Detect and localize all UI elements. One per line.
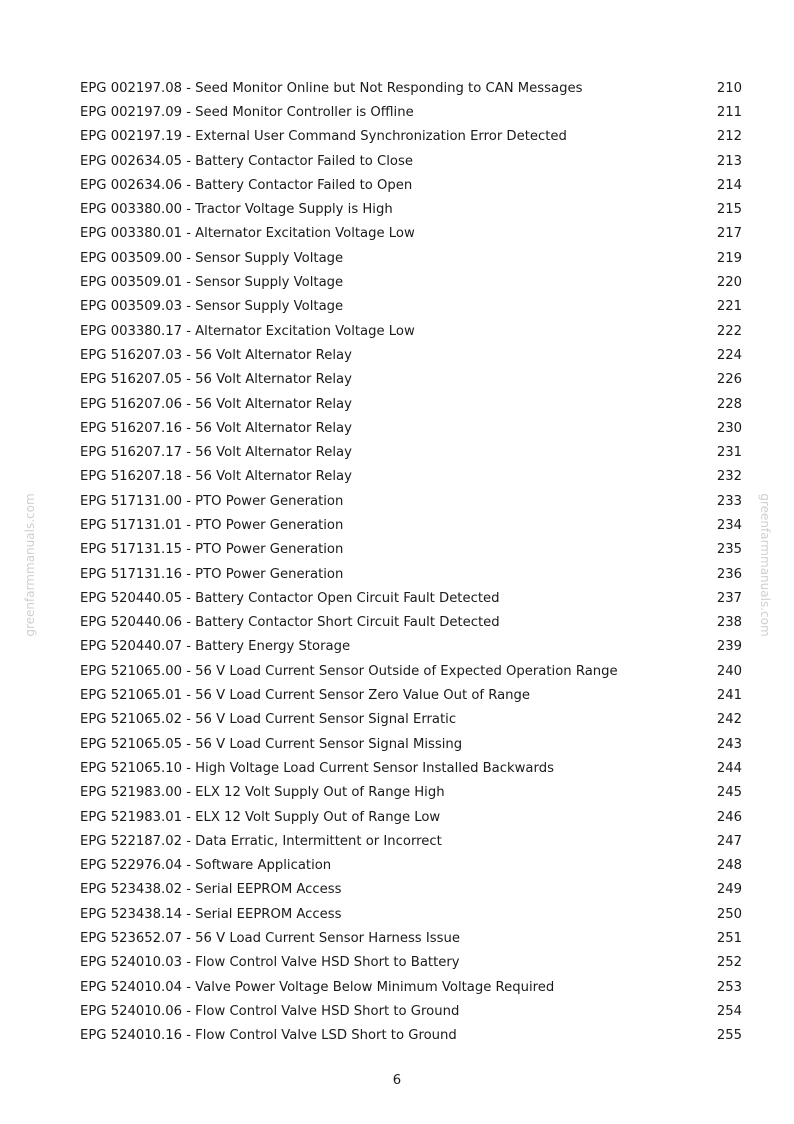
toc-entry-title: EPG 002634.06 - Battery Contactor Failed to Open	[80, 177, 413, 193]
toc-entry-page: 221	[716, 299, 742, 315]
toc-entry-title: EPG 003380.17 - Alternator Excitation Voltage Low	[80, 323, 415, 339]
toc-entry-page: 230	[716, 420, 742, 436]
toc-entry-page: 239	[716, 639, 742, 655]
toc-row[interactable]	[80, 926, 742, 950]
toc-entry-page: 236	[716, 566, 742, 582]
toc-row[interactable]	[80, 489, 742, 513]
table-of-contents	[80, 76, 742, 1048]
toc-entry-title: EPG 523438.02 - Serial EEPROM Access	[80, 882, 342, 898]
toc-row[interactable]	[80, 586, 742, 610]
toc-entry-title: EPG 523438.14 - Serial EEPROM Access	[80, 906, 342, 922]
toc-entry-page: 245	[716, 785, 742, 801]
toc-entry-page: 246	[716, 809, 742, 825]
toc-entry-page: 217	[716, 226, 742, 242]
toc-row[interactable]	[80, 902, 742, 926]
toc-entry-title: EPG 517131.00 - PTO Power Generation	[80, 493, 344, 509]
toc-row[interactable]	[80, 392, 742, 416]
toc-entry-page: 228	[716, 396, 742, 412]
toc-entry-page: 232	[716, 469, 742, 485]
toc-row[interactable]	[80, 125, 742, 149]
toc-entry-title: EPG 523652.07 - 56 V Load Current Sensor Harness Issue	[80, 931, 460, 947]
toc-entry-page: 238	[716, 615, 742, 631]
toc-entry-page: 222	[716, 323, 742, 339]
toc-entry-title: EPG 002197.09 - Seed Monitor Controller is Offline	[80, 104, 414, 120]
toc-row[interactable]	[80, 319, 742, 343]
toc-entry-page: 240	[716, 663, 742, 679]
toc-row[interactable]	[80, 659, 742, 683]
toc-entry-page: 220	[716, 275, 742, 291]
toc-entry-title: EPG 521065.00 - 56 V Load Current Sensor Outside of Expected Operation Range	[80, 663, 618, 679]
toc-entry-title: EPG 522976.04 - Software Application	[80, 858, 332, 874]
toc-row[interactable]	[80, 854, 742, 878]
toc-entry-title: EPG 520440.06 - Battery Contactor Short Circuit Fault Detected	[80, 615, 500, 631]
toc-row[interactable]	[80, 999, 742, 1023]
toc-row[interactable]	[80, 149, 742, 173]
toc-entry-title: EPG 516207.03 - 56 Volt Alternator Relay	[80, 347, 352, 363]
toc-entry-page: 233	[716, 493, 742, 509]
toc-entry-title: EPG 517131.16 - PTO Power Generation	[80, 566, 344, 582]
toc-entry-title: EPG 002197.19 - External User Command Synchronization Error Detected	[80, 129, 567, 145]
toc-row[interactable]	[80, 513, 742, 537]
toc-row[interactable]	[80, 562, 742, 586]
toc-row[interactable]	[80, 440, 742, 464]
toc-entry-title: EPG 524010.03 - Flow Control Valve HSD Short to Battery	[80, 955, 460, 971]
toc-row[interactable]	[80, 732, 742, 756]
toc-entry-title: EPG 517131.01 - PTO Power Generation	[80, 517, 344, 533]
toc-row[interactable]	[80, 270, 742, 294]
toc-entry-page: 224	[716, 347, 742, 363]
toc-entry-page: 234	[716, 517, 742, 533]
toc-row[interactable]	[80, 829, 742, 853]
toc-entry-page: 211	[716, 104, 742, 120]
toc-entry-title: EPG 003380.01 - Alternator Excitation Voltage Low	[80, 226, 415, 242]
toc-entry-title: EPG 520440.07 - Battery Energy Storage	[80, 639, 351, 655]
toc-entry-page: 219	[716, 250, 742, 266]
toc-entry-page: 226	[716, 372, 742, 388]
toc-entry-title: EPG 522187.02 - Data Erratic, Intermittent or Incorrect	[80, 833, 442, 849]
toc-row[interactable]	[80, 781, 742, 805]
toc-entry-title: EPG 003509.03 - Sensor Supply Voltage	[80, 299, 344, 315]
toc-entry-page: 213	[716, 153, 742, 169]
toc-row[interactable]	[80, 538, 742, 562]
toc-entry-title: EPG 003509.00 - Sensor Supply Voltage	[80, 250, 344, 266]
toc-entry-page: 231	[716, 445, 742, 461]
toc-entry-page: 241	[716, 688, 742, 704]
toc-entry-title: EPG 524010.04 - Valve Power Voltage Below Minimum Voltage Required	[80, 979, 555, 995]
toc-entry-title: EPG 003380.00 - Tractor Voltage Supply is High	[80, 202, 393, 218]
toc-entry-page: 254	[716, 1003, 742, 1019]
toc-row[interactable]	[80, 756, 742, 780]
toc-entry-page: 248	[716, 858, 742, 874]
toc-row[interactable]	[80, 343, 742, 367]
toc-entry-title: EPG 003509.01 - Sensor Supply Voltage	[80, 275, 344, 291]
toc-entry-page: 214	[716, 177, 742, 193]
toc-entry-title: EPG 516207.17 - 56 Volt Alternator Relay	[80, 445, 352, 461]
toc-row[interactable]	[80, 635, 742, 659]
toc-row[interactable]	[80, 611, 742, 635]
toc-entry-page: 247	[716, 833, 742, 849]
toc-entry-title: EPG 521065.05 - 56 V Load Current Sensor Signal Missing	[80, 736, 463, 752]
toc-entry-page: 244	[716, 760, 742, 776]
toc-entry-title: EPG 520440.05 - Battery Contactor Open Circuit Fault Detected	[80, 590, 500, 606]
toc-row[interactable]	[80, 683, 742, 707]
toc-entry-page: 252	[716, 955, 742, 971]
toc-row[interactable]	[80, 173, 742, 197]
toc-entry-title: EPG 517131.15 - PTO Power Generation	[80, 542, 344, 558]
toc-entry-title: EPG 521065.10 - High Voltage Load Current Sensor Installed Backwards	[80, 760, 554, 776]
toc-entry-page: 215	[716, 202, 742, 218]
toc-row[interactable]	[80, 368, 742, 392]
toc-entry-title: EPG 002634.05 - Battery Contactor Failed to Close	[80, 153, 413, 169]
toc-entry-page: 249	[716, 882, 742, 898]
toc-row[interactable]	[80, 975, 742, 999]
toc-row[interactable]	[80, 465, 742, 489]
toc-entry-title: EPG 516207.05 - 56 Volt Alternator Relay	[80, 372, 352, 388]
toc-row[interactable]	[80, 222, 742, 246]
toc-row[interactable]	[80, 708, 742, 732]
toc-entry-page: 253	[716, 979, 742, 995]
toc-row[interactable]	[80, 1024, 742, 1048]
toc-entry-title: EPG 521065.01 - 56 V Load Current Sensor Zero Value Out of Range	[80, 688, 531, 704]
toc-entry-page: 250	[716, 906, 742, 922]
toc-entry-page: 212	[716, 129, 742, 145]
toc-row[interactable]	[80, 76, 742, 100]
toc-entry-page: 251	[716, 931, 742, 947]
toc-entry-title: EPG 521983.00 - ELX 12 Volt Supply Out of Range High	[80, 785, 445, 801]
toc-row[interactable]	[80, 805, 742, 829]
toc-row[interactable]	[80, 878, 742, 902]
toc-entry-page: 210	[716, 80, 742, 96]
toc-entry-page: 237	[716, 590, 742, 606]
toc-entry-title: EPG 516207.16 - 56 Volt Alternator Relay	[80, 420, 352, 436]
toc-entry-page: 242	[716, 712, 742, 728]
toc-row[interactable]	[80, 246, 742, 270]
toc-row[interactable]	[80, 951, 742, 975]
toc-entry-title: EPG 002197.08 - Seed Monitor Online but Not Responding to CAN Messages	[80, 80, 583, 96]
toc-entry-page: 243	[716, 736, 742, 752]
toc-entry-title: EPG 521065.02 - 56 V Load Current Sensor Signal Erratic	[80, 712, 457, 728]
toc-entry-page: 235	[716, 542, 742, 558]
toc-entry-title: EPG 521983.01 - ELX 12 Volt Supply Out of Range Low	[80, 809, 441, 825]
watermark-right-text: greenfarmmanuals.com	[758, 493, 772, 637]
toc-row[interactable]	[80, 295, 742, 319]
toc-entry-title: EPG 516207.18 - 56 Volt Alternator Relay	[80, 469, 352, 485]
toc-entry-title: EPG 524010.16 - Flow Control Valve LSD Short to Ground	[80, 1028, 457, 1044]
toc-entry-title: EPG 516207.06 - 56 Volt Alternator Relay	[80, 396, 352, 412]
toc-row[interactable]	[80, 416, 742, 440]
page-number: 6	[392, 1073, 402, 1088]
toc-entry-title: EPG 524010.06 - Flow Control Valve HSD Short to Ground	[80, 1003, 460, 1019]
toc-entry-page: 255	[716, 1028, 742, 1044]
watermark-left-text: greenfarmmanuals.com	[23, 493, 37, 637]
toc-row[interactable]	[80, 197, 742, 221]
toc-row[interactable]	[80, 100, 742, 124]
